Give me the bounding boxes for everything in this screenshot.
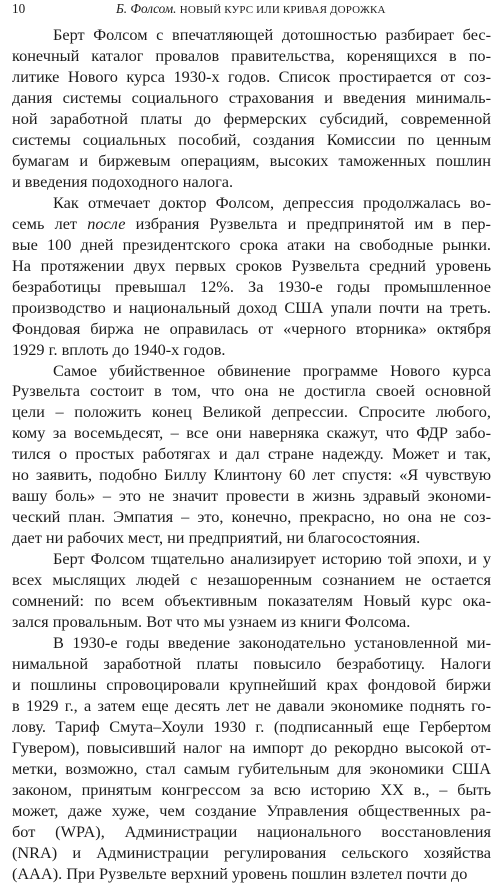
- text-line: (AAA). При Рузвельте верхний уровень пошлин взлетел почти до: [12, 863, 468, 883]
- paragraph: [12, 633, 491, 885]
- text-line: Берт Фолсом с впечатляющей дотошностью разбирает бес-: [53, 25, 491, 44]
- text-line: Гувером), повысивший налог на импорт до рекордно высокой от-: [12, 737, 491, 757]
- paragraph: [12, 193, 491, 361]
- running-header-title: [116, 1, 386, 18]
- text-line: и пошлины спровоцировали крупнейший крах фондовой биржи: [12, 675, 491, 695]
- page-number: 10: [12, 1, 26, 16]
- text-line: всех мыслящих людей с незашоренным сознанием не остается: [12, 570, 491, 590]
- text-line: ческий план. Эмпатия – это, конечно, прекрасно, но она не соз-: [12, 507, 491, 527]
- text-line: но заявить, подобно Биллу Клинтону 60 лет спустя: «Я чувствую: [12, 465, 491, 485]
- body-text: [12, 25, 491, 885]
- text-line: Берт Фолсом тщательно анализирует историю той эпохи, и у: [53, 549, 491, 569]
- text-line: безработицы превышал 12%. За 1930-е годы промышленное: [12, 276, 491, 296]
- text-line: 1929 г. вплоть до 1940-х годов.: [12, 339, 226, 359]
- text-line: На протяжении двух первых сроков Рузвельта средний уровень: [12, 255, 491, 275]
- text-line: вые 100 дней президентского срока атаки на свободные рынки.: [12, 234, 491, 254]
- header-author: Б. Фолсом.: [116, 1, 177, 16]
- running-header: [12, 1, 491, 17]
- text-line: нимальной заработной платы повысило безработицу. Налоги: [12, 654, 491, 674]
- text-line: ной заработной платы до фермерских субсидий, современной: [12, 108, 491, 128]
- paragraph: [12, 361, 491, 550]
- text-line: бумагам и биржевым операциям, высоких таможенных пошлин: [12, 150, 491, 170]
- text-line: вашу боль» – это не значит провести в жизнь здравый экономи-: [12, 486, 491, 506]
- text-line: системы социальных пособий, создания Комиссии по ценным: [12, 129, 491, 149]
- text-line: цели – положить конец Великой депрессии. Спросите любого,: [12, 402, 491, 422]
- emphasis: после: [87, 213, 126, 233]
- text-line: дания системы социального страхования и введения минималь-: [12, 87, 491, 107]
- text-line: конечный каталог провалов правительства, коренящихся в по-: [12, 45, 491, 65]
- text-line: тился о простых работягах и дал стране надежду. Может и так,: [12, 444, 491, 464]
- text-line: кому за восемьдесят, – все они наверняка скажут, что ФДР забо-: [12, 423, 491, 443]
- text-line: сомнений: по всем объективным показателям Новый курс ока-: [12, 591, 491, 611]
- text-line: бот (WPA), Администрации национального восстановления: [12, 821, 491, 841]
- text-line: литике Нового курса 1930-х годов. Список простирается от соз-: [12, 66, 491, 86]
- text-line: может, даже хуже, чем создание Управления общественных ра-: [12, 800, 491, 820]
- text-line: Фондовая биржа не оправилась от «черного вторника» октября: [12, 318, 491, 338]
- text-line: метки, возможно, стал самым губительным для экономики США: [12, 758, 491, 778]
- text-line: В 1930-е годы введение законодательно установленной ми-: [53, 633, 491, 653]
- text-line: (NRA) и Администрации регулирования сельского хозяйства: [12, 842, 491, 862]
- paragraph: [12, 549, 491, 633]
- text-line: лову. Тариф Смута–Хоули 1930 г. (подписанный еще Гербертом: [12, 716, 491, 736]
- text-line: Как отмечает доктор Фолсом, депрессия продолжалась во-: [53, 192, 491, 212]
- text-line: Самое убийственное обвинение программе Нового курса: [53, 360, 491, 380]
- text-line: и введения подоходного налога.: [12, 171, 234, 191]
- text-line: семь лет после избрания Рузвельта и предпринятой им в пер-: [12, 213, 491, 233]
- text-line: законом, принятым конгрессом за всю историю XX в., – быть: [12, 779, 491, 799]
- text-line: производство и национальный доход США упали почти на треть.: [12, 297, 491, 317]
- text-line: зался провальным. Вот что мы узнаем из книги Фолсома.: [12, 612, 411, 632]
- text-line: дает ни рабочих мест, ни предприятий, ни благосостояния.: [12, 528, 421, 548]
- header-book-title: НОВЫЙ КУРС ИЛИ КРИВАЯ ДОРОЖКА: [179, 4, 386, 16]
- paragraph: [12, 25, 491, 193]
- text-line: в 1929 г., а затем еще десять лет не давали экономике поднять го-: [12, 696, 491, 715]
- text-line: Рузвельта состоит в том, что она не достигла своей основной: [12, 381, 491, 401]
